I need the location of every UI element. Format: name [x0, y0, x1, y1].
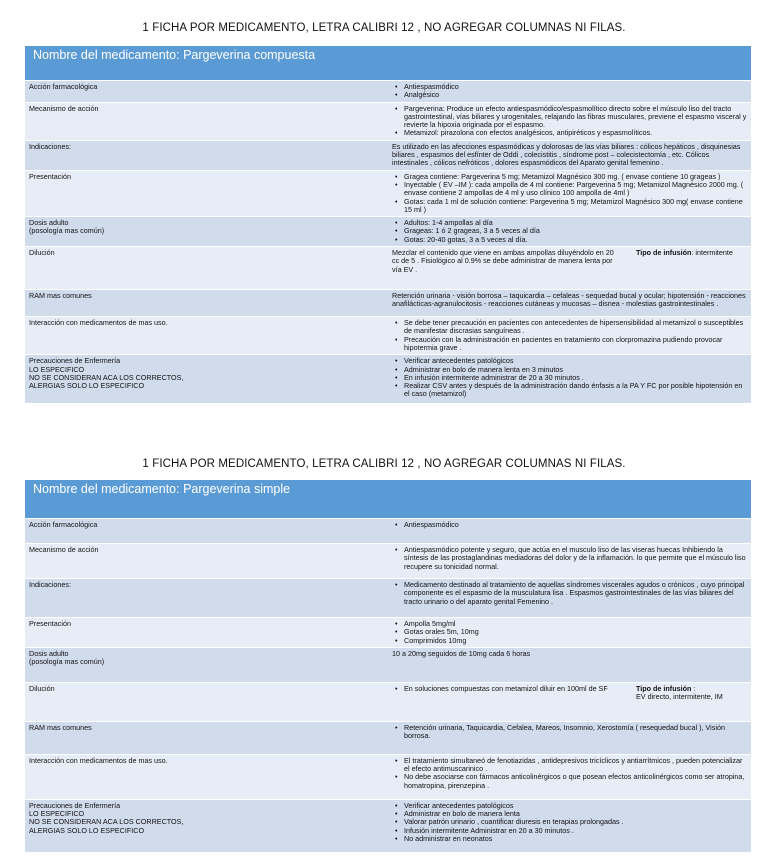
card1-ram-label: RAM mas comunes: [29, 291, 92, 301]
card1-infusion: [636, 249, 733, 274]
card1-interaccion-cell: [388, 317, 751, 355]
list-item: • No administrar en neonatos: [404, 835, 747, 843]
card1-interaccion-label: Interacción con medicamentos de mas uso.: [29, 318, 168, 328]
list-item: • Analgésico: [404, 91, 747, 99]
card2-heading: 1 FICHA POR MEDICAMENTO, LETRA CALIBRI 12 , NO AGREGAR COLUMNAS NI FILAS.: [142, 458, 626, 470]
card2-ram-cell: [388, 721, 751, 754]
list-item: • Infusión intermitente Administrar en 20 a 30 minutos .: [404, 827, 747, 835]
card1-mecanismo-label: Mecanismo de acción: [29, 103, 99, 113]
list-item: • Precaución con la administración en pacientes en tratamiento con clorpromazina pudiendo provocar hipotermia grave .: [404, 336, 747, 353]
card2-accion-label: Acción farmacológica: [29, 520, 98, 529]
card1-precauciones-cell: [388, 355, 751, 404]
card1-drug-name: Nombre del medicamento: Pargeverina compuesta: [25, 46, 751, 81]
list-item: • Valorar patrón urinario , cuantificar diuresis en terapias prolongadas .: [404, 818, 747, 826]
list-item: • Gragea contiene: Pargeverina 5 mg; Metamizol Magnésico 300 mg. ( envase contiene 10 grageas ): [404, 173, 747, 181]
list-item: • Retención urinaria, Taquicardia, Cefalea, Mareos, Insomnio, Xerostomía ( resequedad bucal ), Visión borrosa.: [404, 724, 747, 741]
list-item: • Administrar en bolo de manera lenta: [404, 810, 747, 818]
list-item: • Adultos: 1-4 ampollas al día: [404, 219, 747, 227]
card2-precauciones-cell: [388, 799, 751, 852]
card2-presentacion-label: Presentación: [29, 619, 71, 628]
card2-indicaciones-label: Indicaciones:: [29, 580, 71, 589]
card2-table: [25, 480, 751, 852]
card1-indicaciones-cell: [388, 140, 751, 170]
card2-precauciones-label: Precauciones de Enfermería LO ESPECIFICO NO SE CONSIDERAN ACA LOS CORRECTOS, ALERGIAS SOLO LO ESPECIFICO: [29, 800, 184, 835]
list-item: • Inyectable ( EV –IM ): cada ampolla de 4 ml contiene: Pargeverina 5 mg; Metamizol Magnésico 2000 mg. ( envase contiene 2 ampollas de 4 ml y uso clínico 100 ampolla de 4ml ): [404, 181, 747, 198]
card2-mecanismo-label: Mecanismo de acción: [29, 545, 99, 554]
list-item: • Antiespasmódico: [404, 83, 747, 91]
card1-dilucion-text: Mezclar el contenido que viene en ambas ampollas diluyéndolo en 20 cc de 5 . Fisiológico al 0.9% se debe administrar de manera lenta por vía EV .: [392, 248, 614, 274]
card2-presentacion-cell: [388, 618, 751, 648]
card1-dilucion-cell: [388, 247, 751, 290]
card1-presentacion-cell: [388, 170, 751, 216]
list-item: • Metamizol: pirazolona con efectos analgésicos, antipiréticos y espasmolíticos.: [404, 129, 747, 137]
card1-heading: 1 FICHA POR MEDICAMENTO, LETRA CALIBRI 12 , NO AGREGAR COLUMNAS NI FILAS.: [142, 22, 626, 34]
list-item: • Grageas: 1 ó 2 grageas, 3 a 5 veces al día: [404, 227, 747, 235]
list-item: • Antiespasmódico potente y seguro, que actúa en el musculo liso de las viseras huecas Inhibiendo la síntesis de las prostaglandinas mediadoras del dolor y de la inflamación. lo que permite que el músculo liso recupere su tonicidad normal.: [404, 546, 747, 571]
card2-dilucion-cell: [388, 682, 751, 721]
card2-infusion-detail: EV directo, intermitente, IM: [636, 692, 723, 702]
card1-infusion-value: : intermitente: [691, 248, 733, 258]
list-item: • Realizar CSV antes y después de la administración dando énfasis a la PA Y FC por posible hipotensión en el caso (metamizol): [404, 382, 747, 399]
card1-accion-label: Acción farmacológica: [29, 82, 98, 91]
card2-infusion: [636, 685, 723, 702]
list-item: • El tratamiento simultaneó de fenotiazidas , antidepresivos tricíclicos y antiarrítmicos , pueden potencializar el efecto antimuscarinico .: [404, 757, 747, 774]
card2-accion-cell: [388, 519, 751, 544]
card1-indicaciones-label: Indicaciones:: [29, 141, 71, 151]
card2-dosis-text: 10 a 20mg seguidos de 10mg cada 6 horas: [392, 648, 531, 658]
list-item: • Administrar en bolo de manera lenta en 3 minutos: [404, 366, 747, 374]
card2-interaccion-label: Interacción con medicamentos de mas uso.: [29, 755, 168, 765]
list-item: • Medicamento destinado al tratamiento de aquellas síndromes viscerales agudos o crónicos , cuyo principal componente es el espasmo de la musculatura lisa . Espasmos gastrointestinales de las vías biliares del tracto urinario o del aparato genital Femenino .: [404, 581, 747, 606]
list-item: • En infusión intermitente administrar de 20 a 30 minutos .: [404, 374, 747, 382]
list-item: • En soluciones compuestas con metamizol diluir en 100ml de SF: [404, 685, 622, 693]
list-item: • Antiespasmódico: [404, 521, 747, 529]
card1-mecanismo-cell: [388, 102, 751, 140]
card1-ram-text: Retención urinaria - visión borrosa – taquicardia – cefaleas - sequedad bucal y ocular; hipotensión - reacciones anafilácticas-agranulocitosis - reacciones cutáneas y mucosas – disnea - molestias gastrointestinales .: [392, 291, 746, 309]
card1-ram-cell: [388, 290, 751, 317]
card2-interaccion-cell: [388, 754, 751, 799]
card2-dosis-cell: [388, 647, 751, 682]
list-item: • Gotas: 20-40 gotas, 3 a 5 veces al día.: [404, 236, 747, 244]
card2-drug-name: Nombre del medicamento: Pargeverina simple: [25, 480, 751, 519]
list-item: • Gotas: cada 1 ml de solución contiene: Pargeverina 5 mg; Metamizol Magnésico 300 mg( envase contiene 15 ml ): [404, 198, 747, 215]
card2-infusion-value: :: [691, 683, 696, 693]
list-item: • Gotas orales 5m, 10mg: [404, 628, 747, 636]
list-item: • Ampolla 5mg/ml: [404, 620, 747, 628]
list-item: • Se debe tener precaución en pacientes con antecedentes de hipersensibilidad al metamizol o susceptibles de manifestar discrasias sanguíneas .: [404, 319, 747, 336]
list-item: • Comprimidos 10mg: [404, 637, 747, 645]
card1-accion-cell: [388, 81, 751, 103]
card2-dosis-label: Dosis adulto (posología mas común): [29, 648, 105, 667]
card2-infusion-label: Tipo de infusión: [636, 683, 692, 693]
card2-mecanismo-cell: [388, 544, 751, 579]
card1-presentacion-label: Presentación: [29, 171, 71, 181]
list-item: • Verificar antecedentes patológicos: [404, 357, 747, 365]
card1-indicaciones-text: Es utilizado en las afecciones espasmódicas y dolorosas de las vías biliares : cólicos hepáticos , disquinesias biliares , espasmos del esfínter de Oddi , colecistitis , síndrome post – colecistectomía , etc. Cólicos intestinales , cólicos nefróticos , dolores espasmódicos del Aparato genital femenino .: [392, 141, 741, 168]
card2-indicaciones-cell: [388, 579, 751, 618]
card1-dosis-label: Dosis adulto (posología mas común): [29, 218, 105, 236]
card1-dilucion-label: Dilución: [29, 248, 55, 258]
card2-ram-label: RAM mas comunes: [29, 722, 92, 732]
list-item: • Verificar antecedentes patológicos: [404, 802, 747, 810]
card1-dosis-cell: [388, 217, 751, 247]
list-item: • Pargeverina: Produce un efecto antiespasmódico/espasmolítico directo sobre el músculo liso del tracto gastrointestinal, vías biliares y urogenitales, relajando las fibras musculares, previene el espasmo visceral y revierte la hipoxia originada por el espasmo.: [404, 105, 747, 130]
card1-table: [25, 46, 751, 403]
card1-precauciones-label: Precauciones de Enfermería LO ESPECIFICO NO SE CONSIDERAN ACA LOS CORRECTOS, ALERGIAS SOLO LO ESPECIFICO: [29, 356, 184, 391]
card2-dilucion-label: Dilución: [29, 683, 55, 693]
card1-infusion-label: Tipo de infusión: [636, 248, 692, 258]
list-item: • No debe asociarse con fármacos anticolinérgicos o que posean efectos anticolinérgicos como ser atropina, homatropina, pirenzepina .: [404, 773, 747, 790]
